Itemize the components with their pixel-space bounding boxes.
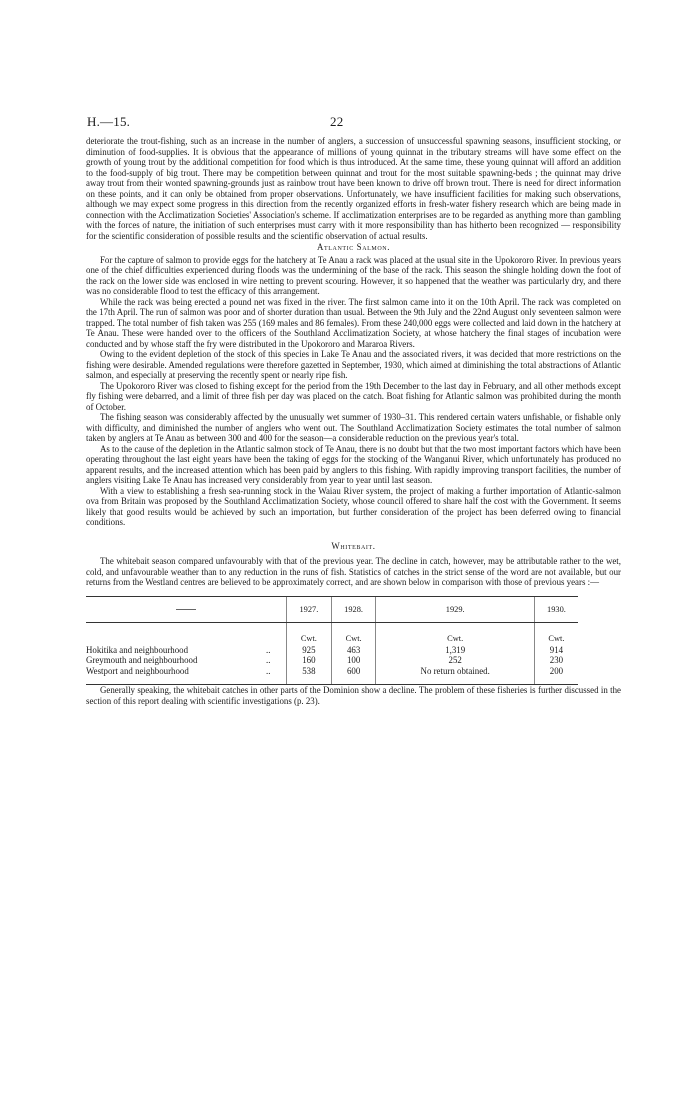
value-cell: 252: [376, 655, 534, 666]
units-row: [86, 623, 578, 645]
salmon-paragraph: The fishing season was considerably affected by the unusually wet summer of 1930–31. This rendered certain waters unfishable, or fishable only with difficulty, and diminished the number of anglers who went out. The Southland Acclimatization Society estimates the total number of salmon taken by anglers at Te Anau as between 300 and 400 for the season—a considerable reduction on the previous year's total.: [86, 412, 621, 443]
salmon-paragraph: With a view to establishing a fresh sea-running stock in the Waiau River system, the project of making a further importation of Atlantic-salmon ova from Britain was proposed by the Southland Acclimatization Society, whose council offered to share half the cost with the Government. It seems likely that good results would be achieved by such an importation, but further consideration of the project has been deferred owing to financial conditions.: [86, 485, 621, 527]
value-cell: No return obtained.: [376, 666, 534, 685]
salmon-paragraph: Owing to the evident depletion of the stock of this species in Lake Te Anau and the associated rivers, it was decided that more restrictions on the fishing were desirable. Amended regulations were therefore gazetted in September, 1930, which aimed at diminishing the total abstractions of Atlantic salmon, and especially at preserving the recently spent or nearly ripe fish.: [86, 349, 621, 380]
table-header-row: [86, 596, 578, 623]
unit-cell: Cwt.: [376, 623, 534, 645]
unit-cell: Cwt.: [287, 623, 332, 645]
year-header: 1928.: [331, 596, 376, 623]
unit-cell: Cwt.: [534, 623, 578, 645]
place-cell: Hokitika and neighbourhood: [86, 644, 189, 655]
value-cell: 463: [331, 645, 376, 656]
table-header-blank: [86, 596, 287, 623]
salmon-paragraph: For the capture of salmon to provide eggs for the hatchery at Te Anau a rack was placed at the usual site in the Upokororo River. In previous years one of the chief difficulties experienced during floods was the undermining of the base of the rack. This season the shingle holding down the foot of the rack on the lower side was enclosed in wire netting to prevent scouring. However, it so happened that the weather was particularly dry, and there was no considerable flood to test the efficacy of this arrangement.: [86, 254, 621, 296]
whitebait-closing-paragraph: Generally speaking, the whitebait catches in other parts of the Dominion show a decline. The problem of these fisheries is further discussed in the section of this report dealing with scientific investigations (p. 23).: [86, 685, 621, 706]
value-cell: 538: [287, 666, 332, 685]
whitebait-paragraph: The whitebait season compared unfavourably with that of the previous year. The decline in catch, however, may be attributable rather to the wet, cold, and unfavourable weather than to any reduction in the runs of fish. Statistics of catches in the strict sense of the word are not available, but our returns from the Westland centres are believed to be approximately correct, and are shown below in comparison with those of previous years :—: [86, 556, 621, 587]
value-cell: 100: [331, 655, 376, 666]
table-row: [86, 655, 578, 666]
section-heading-atlantic-salmon: Atlantic Salmon.: [316, 242, 391, 252]
section-heading-whitebait: Whitebait.: [331, 540, 376, 551]
value-cell: 914: [534, 645, 578, 656]
value-cell: 925: [287, 645, 332, 656]
salmon-paragraph: As to the cause of the depletion in the Atlantic salmon stock of Te Anau, there is no doubt but that the two most important factors which have been operating throughout the last eight years have been the taking of eggs for the stocking of the Wanganui River, which unfortunately has produced no apparent results, and the increased attention which has been paid by anglers to this fishing. With rapidly improving transport facilities, the number of anglers visiting Lake Te Anau has increased very considerably from year to year until last season.: [86, 443, 621, 485]
leader-dots: ..: [266, 644, 271, 655]
salmon-paragraph: The Upokororo River was closed to fishing except for the period from the 19th December to the last day in February, and all other methods except fly fishing were debarred, and a limit of three fish per day was placed on the catch. Boat fishing for Atlantic salmon was prohibited during the month of October.: [86, 380, 621, 412]
year-header: 1930.: [534, 596, 578, 623]
intro-paragraph: deteriorate the trout-fishing, such as an increase in the number of anglers, a succession of unsuccessful spawning seasons, insufficient stocking, or diminution of food-supplies. It is obvious that the appearance of millions of young quinnat in the tributary streams will have some effect on the growth of young trout by the additional competition for food which is thus introduced. At the same time, these young quinnat will afford an addition to the food-supply of big trout. There may be competition between quinnat and trout for the most suitable spawning-beds ; the quinnat may drive away trout from their wonted spawning-grounds just as rainbow trout have been known to drive off brown trout. There is need for direct information on these points, and it can only be obtained from proper observations. Unfortunately, we have insufficient facilities for making such observations, although we may expect some progress in this direction from the recently organized efforts in fresh-water fishery research which are being made in connection with the Acclimatization Societies' Association's scheme. If acclimatization enterprises are to be regarded as anything more than gambling with the forces of nature, the initiation of such enterprises must carry with it more responsibility than has hitherto been recognized — responsibility for the scientific consideration of possible results and the scientific observation of actual results.: [86, 136, 621, 241]
report-code: H.—15.: [87, 114, 131, 129]
whitebait-catch-table: [86, 596, 578, 686]
year-header: 1927.: [287, 596, 332, 623]
page-number: 22: [330, 114, 344, 129]
salmon-paragraph: While the rack was being erected a pound net was fixed in the river. The first salmon came into it on the 10th April. The rack was completed on the 17th April. The run of salmon was poor and of shorter duration than usual. Between the 9th July and the 22nd August only seventeen salmon were trapped. The total number of fish taken was 255 (169 males and 86 females). From these 240,000 eggs were collected and laid down in the hatchery at Te Anau. These were handed over to the officers of the Southland Acclimatization Society, at whose hatchery the final stages of incubation were conducted and by whose staff the fry were distributed in the Upokororo and Mararoa Rivers.: [86, 296, 621, 349]
place-cell: Greymouth and neighbourhood: [86, 655, 198, 665]
unit-cell: Cwt.: [331, 623, 376, 645]
year-header: 1929.: [376, 596, 534, 623]
value-cell: 200: [534, 666, 578, 685]
value-cell: 1,319: [376, 645, 534, 656]
table-row: [86, 666, 578, 685]
leader-dots: ..: [266, 666, 287, 685]
value-cell: 600: [331, 666, 376, 685]
place-cell: Westport and neighbourhood: [86, 666, 266, 685]
leader-dots: ..: [266, 655, 271, 665]
value-cell: 160: [287, 655, 332, 666]
document-body: [86, 136, 621, 706]
value-cell: 230: [534, 655, 578, 666]
table-row: [86, 645, 578, 656]
